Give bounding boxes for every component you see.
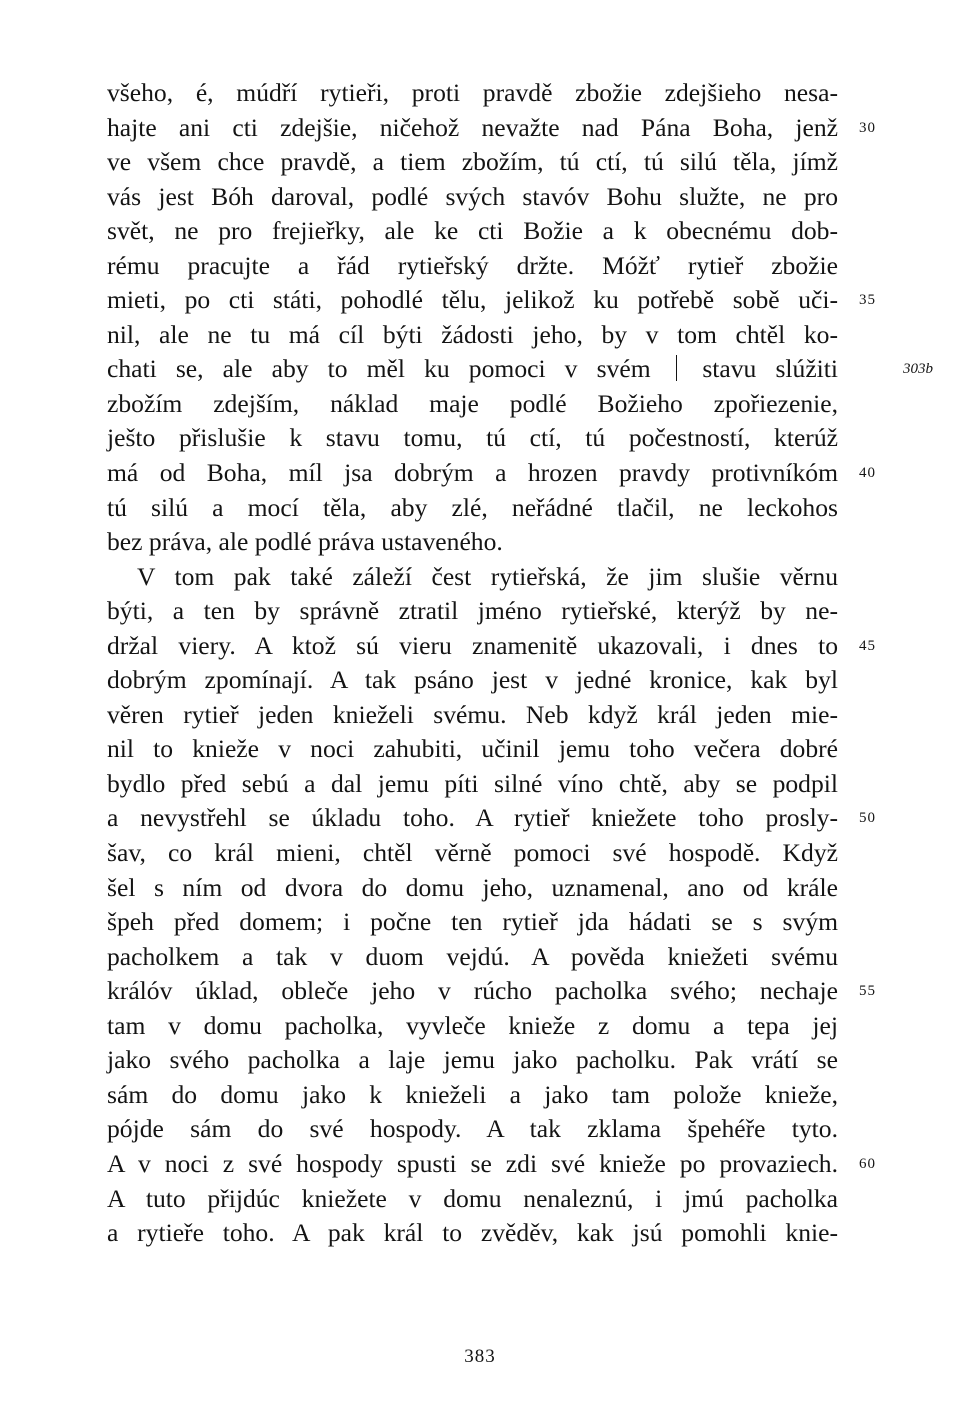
text-content: a rytieře toho. A pak král to zvěděv, kak jsú pomohli knie- xyxy=(107,1218,838,1248)
text-line xyxy=(107,249,838,284)
text-line xyxy=(107,940,838,975)
text-content: špeh před domem; i počne ten rytieř jda hádati se s svým xyxy=(107,907,838,937)
text-content: nil to knieže v noci zahubiti, učinil jemu toho večera dobré xyxy=(107,734,838,764)
text-content: jako svého pacholka a laje jemu jako pacholku. Pak vrátí se xyxy=(107,1045,838,1075)
text-content: vás jest Bóh daroval, podlé svých stavóv Bohu služte, ne pro xyxy=(107,181,838,211)
text-content: hajte ani cti zdejšie, ničehož nevažte nad Pána Boha, jenž xyxy=(107,112,838,142)
page-number: 383 xyxy=(464,1346,496,1367)
text-line xyxy=(107,974,876,1009)
text-line xyxy=(107,76,838,111)
text-line xyxy=(107,318,838,353)
text-line xyxy=(107,801,876,836)
text-line xyxy=(107,698,838,733)
body-text xyxy=(107,76,933,1251)
text-line xyxy=(107,629,876,664)
text-line xyxy=(107,283,876,318)
text-line xyxy=(107,767,838,802)
text-line xyxy=(107,732,838,767)
text-content: a nevystřehl se úkladu toho. A rytieř kniežete toho prosly- xyxy=(107,803,838,833)
text-content: sám do domu jako k knieželi a jako tam polože knieže, xyxy=(107,1079,838,1109)
text-line xyxy=(107,352,933,387)
text-content: bez práva, ale podlé práva ustaveného. xyxy=(107,527,503,557)
line-number: 55 xyxy=(859,983,876,1000)
text-content: králóv úklad, obleče jeho v rúcho pacholka svého; nechaje xyxy=(107,976,838,1006)
text-content: ve všem chce pravdě, a tiem zbožím, tú ctí, tú silú těla, jímž xyxy=(107,147,838,177)
folio-marker: 303b xyxy=(903,361,933,378)
text-content: svět, ne pro frejieřky, ale ke cti Božie a k obecnému dob- xyxy=(107,216,838,246)
text-line xyxy=(107,663,838,698)
text-content: rému pracujte a řád rytieřský držte. Móžť rytieř zbožie xyxy=(107,250,838,280)
text-line xyxy=(107,905,838,940)
text-line xyxy=(107,525,838,560)
text-line xyxy=(107,1078,838,1113)
text-line xyxy=(107,1043,838,1078)
line-number: 50 xyxy=(859,810,876,827)
text-line xyxy=(107,111,876,146)
text-content: pacholkem a tak v duom vejdú. A pověda kniežeti svému xyxy=(107,941,838,971)
text-line xyxy=(107,560,838,595)
text-line xyxy=(107,1112,838,1147)
text-line xyxy=(107,1182,838,1217)
text-line xyxy=(107,180,838,215)
text-content: dobrým zpomínají. A tak psáno jest v jedné kronice, kak byl xyxy=(107,665,838,695)
text-content: všeho, é, múdří rytieři, proti pravdě zbožie zdejšieho nesa- xyxy=(107,78,838,107)
text-content: držal viery. A ktož sú vieru znamenitě ukazovali, i dnes to xyxy=(107,630,838,660)
text-line xyxy=(107,1009,838,1044)
text-line xyxy=(107,456,876,491)
text-content: bydlo před sebú a dal jemu píti silné víno chtě, aby se podpil xyxy=(107,768,838,798)
text-segment: chati se, ale aby to měl ku pomoci v svém xyxy=(107,354,651,384)
text-content: A tuto přijdúc kniežete v domu nenaleznú, i jmú pacholka xyxy=(107,1183,838,1213)
text-line xyxy=(107,145,838,180)
text-content: pójde sám do své hospody. A tak zklama špehéře tyto. xyxy=(107,1114,838,1144)
text-content: býti, a ten by správně ztratil jméno rytieřské, kterýž by ne- xyxy=(107,596,838,626)
text-content: mieti, po cti státi, pohodlé tělu, jelikož ku potřebě sobě uči- xyxy=(107,285,838,315)
text-content: V tom pak také záleží čest rytieřská, že jim slušie věrnu xyxy=(137,561,838,591)
text-line xyxy=(107,836,838,871)
text-line xyxy=(107,871,838,906)
text-content: A v noci z své hospody spusti se zdi své knieže po provaziech. xyxy=(107,1148,838,1178)
text-content: tam v domu pacholka, vyvleče knieže z domu a tepa jej xyxy=(107,1010,838,1040)
text-line xyxy=(107,1216,838,1251)
line-number: 60 xyxy=(859,1155,876,1172)
text-content: tú silú a mocí těla, aby zlé, neřádné tlačil, ne leckohos xyxy=(107,492,838,522)
text-content: šav, co král mieni, chtěl věrně pomoci své hospodě. Když xyxy=(107,838,838,868)
text-line xyxy=(107,387,838,422)
text-content: věren rytieř jeden knieželi svému. Neb když král jeden mie- xyxy=(107,699,838,729)
line-number: 45 xyxy=(859,637,876,654)
text-content: šel s ním od dvora do domu jeho, uznamenal, ano od krále xyxy=(107,872,838,902)
text-line xyxy=(107,421,838,456)
text-content: ješto přislušie k stavu tomu, tú ctí, tú počestností, kterúž xyxy=(107,423,838,453)
text-content: nil, ale ne tu má cíl býti žádosti jeho, by v tom chtěl ko- xyxy=(107,319,838,349)
line-number: 30 xyxy=(859,119,876,136)
text-line xyxy=(107,1147,876,1182)
line-number: 35 xyxy=(859,292,876,309)
text-line xyxy=(107,491,838,526)
text-segment: stavu slúžiti xyxy=(702,354,839,384)
text-line xyxy=(107,214,838,249)
text-content: má od Boha, míl jsa dobrým a hrozen pravdy protivníkóm xyxy=(107,458,838,488)
text-content: zbožím zdejším, náklad maje podlé Božieho zpořiezenie, xyxy=(107,388,838,418)
folio-break-mark xyxy=(676,355,678,381)
line-number: 40 xyxy=(859,465,876,482)
text-line xyxy=(107,594,838,629)
